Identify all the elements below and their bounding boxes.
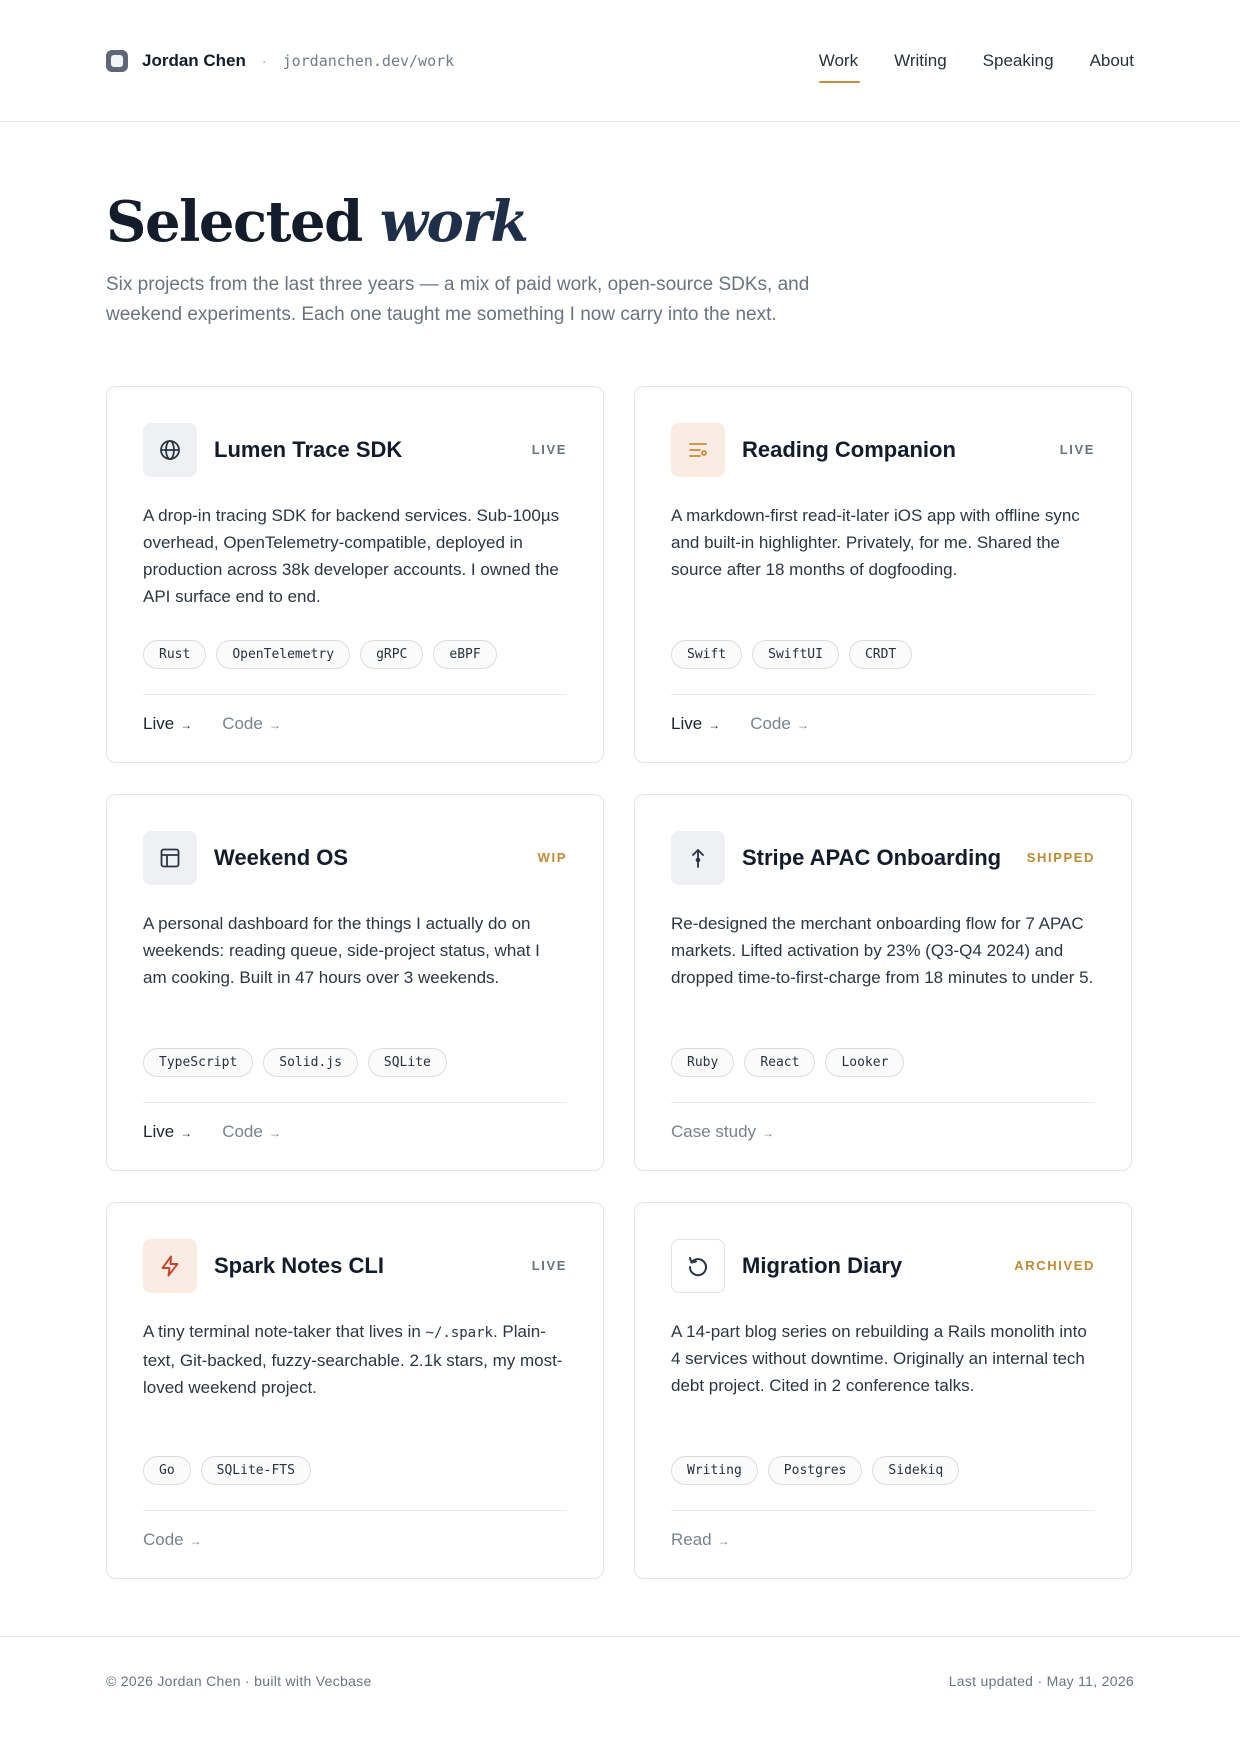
card-links xyxy=(671,1525,730,1555)
arrow-up-icon xyxy=(671,831,725,885)
tag: Looker xyxy=(825,1048,904,1077)
card-links xyxy=(143,1117,281,1147)
card-links xyxy=(671,1117,774,1147)
tag-list xyxy=(671,640,912,669)
status-badge: LIVE xyxy=(1059,442,1095,458)
brand-name[interactable]: Jordan Chen xyxy=(142,50,246,70)
divider xyxy=(143,694,567,695)
divider xyxy=(671,694,1095,695)
tag: SQLite xyxy=(368,1048,447,1077)
tag: Go xyxy=(143,1456,191,1485)
project-title[interactable]: Migration Diary xyxy=(742,1252,903,1278)
project-title[interactable]: Reading Companion xyxy=(742,436,956,462)
tag-list xyxy=(143,1048,447,1077)
tag: React xyxy=(744,1048,815,1077)
project-description: A drop-in tracing SDK for backend services. Sub-100µs overhead, OpenTelemetry-compatible, deployed in production across 38k developer accounts. I owned the API surface end to end. xyxy=(143,505,560,606)
tag-list xyxy=(143,640,497,669)
project-description: A markdown-first read-it-later iOS app with offline sync and built-in highlighter. Privately, for me. Shared the source after 18 months of dogfooding. xyxy=(671,505,1080,579)
project-card-reading-companion xyxy=(634,386,1132,763)
footer-copyright: © 2026 Jordan Chen · built with Vecbase xyxy=(106,1672,372,1689)
tag: Ruby xyxy=(671,1048,734,1077)
tag: CRDT xyxy=(849,640,912,669)
nav-work[interactable]: Work xyxy=(819,41,858,81)
live-link[interactable]: Live → xyxy=(143,713,193,733)
card-links xyxy=(143,709,281,739)
code-link[interactable]: Code → xyxy=(222,1121,281,1141)
brand-separator: · xyxy=(261,52,267,69)
hero xyxy=(0,122,1240,330)
nav-speaking[interactable]: Speaking xyxy=(982,50,1054,70)
divider xyxy=(143,1510,567,1511)
read-link[interactable]: Read → xyxy=(671,1529,730,1549)
project-card-migration-diary xyxy=(634,1202,1132,1579)
dashboard-icon xyxy=(143,831,197,885)
tag-list xyxy=(671,1456,959,1485)
tag-list xyxy=(671,1048,904,1077)
project-description: A 14-part blog series on rebuilding a Rails monolith into 4 services without downtime. Originally an internal tech debt project. Cited in 2 conference talks. xyxy=(671,1321,1087,1395)
lightning-icon xyxy=(143,1239,197,1293)
project-card-weekend-os xyxy=(106,794,604,1171)
site-footer xyxy=(0,1636,1240,1754)
tag: Sidekiq xyxy=(872,1456,959,1485)
globe-icon xyxy=(143,423,197,477)
tag-list xyxy=(143,1456,311,1485)
project-card-stripe-apac-onboarding xyxy=(634,794,1132,1171)
code-link[interactable]: Code → xyxy=(143,1529,202,1549)
nav-about[interactable]: About xyxy=(1089,50,1134,70)
project-card-lumen-trace-sdk xyxy=(106,386,604,763)
project-card-spark-notes-cli xyxy=(106,1202,604,1579)
code-link[interactable]: Code → xyxy=(750,713,809,733)
project-title[interactable]: Spark Notes CLI xyxy=(214,1252,384,1278)
refresh-icon xyxy=(671,1239,725,1293)
tag: TypeScript xyxy=(143,1048,253,1077)
tag: eBPF xyxy=(433,640,496,669)
tag: Postgres xyxy=(768,1456,863,1485)
tag: SQLite-FTS xyxy=(201,1456,311,1485)
card-links xyxy=(671,709,809,739)
status-badge: ARCHIVED xyxy=(1014,1258,1095,1274)
page-title-emphasis: work xyxy=(379,189,528,255)
tag: SwiftUI xyxy=(752,640,839,669)
footer-last-updated: Last updated · May 11, 2026 xyxy=(948,1672,1134,1689)
project-description: A personal dashboard for the things I actually do on weekends: reading queue, side-project status, what I am cooking. Built in 47 hours over 3 weekends. xyxy=(143,913,540,987)
tag: Writing xyxy=(671,1456,758,1485)
brand[interactable] xyxy=(106,50,454,72)
site-header xyxy=(0,0,1240,122)
page-subtitle: Six projects from the last three years — a mix of paid work, open-source SDKs, and weekend experiments. Each one taught me something I now carry into the next. xyxy=(106,273,810,325)
main-nav xyxy=(819,41,1134,81)
code-link[interactable]: Code → xyxy=(222,713,281,733)
inline-code: ~/.spark xyxy=(425,1324,493,1341)
divider xyxy=(671,1510,1095,1511)
nav-writing[interactable]: Writing xyxy=(894,50,947,70)
live-link[interactable]: Live → xyxy=(671,713,721,733)
status-badge: LIVE xyxy=(531,442,567,458)
project-title[interactable]: Weekend OS xyxy=(214,844,349,870)
project-description: Re-designed the merchant onboarding flow for 7 APAC markets. Lifted activation by 23% (Q3-Q4 2024) and dropped time-to-first-charge from 18 minutes to under 5. xyxy=(671,913,1094,987)
project-description: A tiny terminal note-taker that lives in ~/.spark. Plain-text, Git-backed, fuzzy-searchable. 2.1k stars, my most-loved weekend project. xyxy=(143,1321,563,1397)
project-grid xyxy=(106,386,1134,1579)
tag: Swift xyxy=(671,640,742,669)
status-badge: LIVE xyxy=(531,1258,567,1274)
status-badge: WIP xyxy=(537,850,567,866)
tag: OpenTelemetry xyxy=(216,640,350,669)
logo-icon xyxy=(106,50,128,72)
status-badge: SHIPPED xyxy=(1026,850,1095,866)
tag: Solid.js xyxy=(263,1048,358,1077)
reading-list-icon xyxy=(671,423,725,477)
tag: gRPC xyxy=(360,640,423,669)
page-title: Selected work xyxy=(106,189,528,255)
case-study-link[interactable]: Case study → xyxy=(671,1121,775,1141)
live-link[interactable]: Live → xyxy=(143,1121,193,1141)
project-title[interactable]: Lumen Trace SDK xyxy=(214,436,403,462)
divider xyxy=(671,1102,1095,1103)
divider xyxy=(143,1102,567,1103)
project-title[interactable]: Stripe APAC Onboarding xyxy=(742,844,1002,870)
brand-url: jordanchen.dev/work xyxy=(282,51,455,70)
card-links xyxy=(143,1525,202,1555)
tag: Rust xyxy=(143,640,206,669)
